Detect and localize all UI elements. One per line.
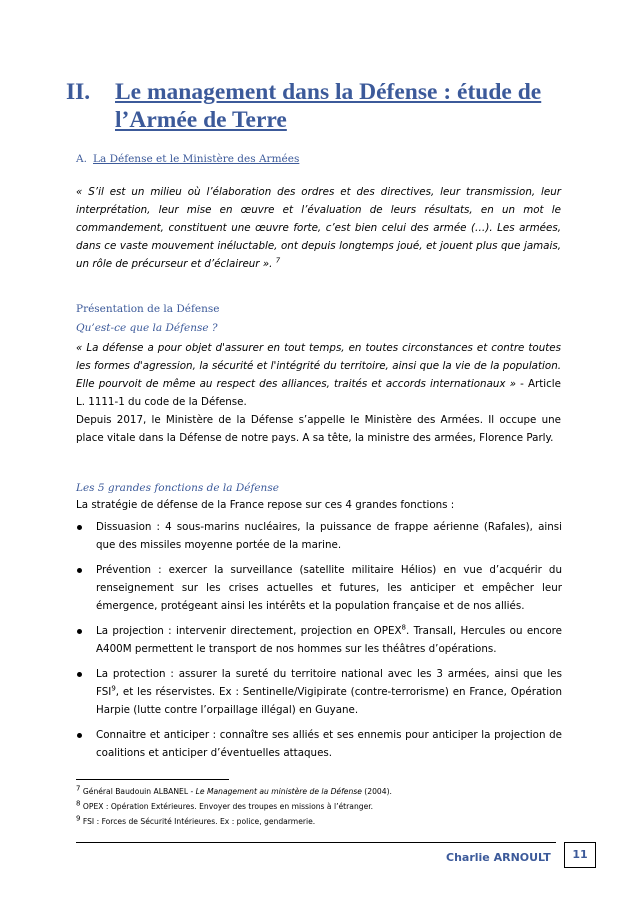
- list-item: Dissuasion : 4 sous-marins nucléaires, la puissance de frappe aérienne (Rafales), ainsi que des missiles moyenne portée de la marine.: [76, 518, 562, 554]
- presentation-subtitle: Qu’est-ce que la Défense ?: [76, 322, 218, 334]
- subsection-heading: [76, 153, 299, 165]
- functions-intro: La stratégie de défense de la France repose sur ces 4 grandes fonctions :: [76, 499, 455, 511]
- quote-text: « S’il est un milieu où l’élaboration des ordres et des directives, leur transmission, leur interprétation, leur mise en œuvre et l’évaluation de leurs résultats, en un mot le commandement, constituent une œuvre forte, c’est bien celui des armée (…). Les armées, dans ce vaste mouvement inéluctable, ont depuis longtemps joué, et jouent plus que jamais, un rôle de précurseur et d’éclaireur ».: [76, 186, 561, 270]
- list-item: La projection : intervenir directement, projection en OPEX$^8$. Transall, Hercules ou encore A400M permettent le transport de nos hommes sur les théâtres d’opérations.: [76, 622, 562, 658]
- footnote-9: $^9$ FSI : Forces de Sécurité Intérieures. Ex : police, gendarmerie.: [76, 814, 316, 826]
- presentation-title: Présentation de la Défense: [76, 303, 220, 315]
- footer-rule: [76, 842, 556, 843]
- footnote-separator: [76, 779, 229, 780]
- functions-list: [76, 518, 562, 769]
- footnote-ref-9: 9: [111, 684, 116, 693]
- quote-paragraph: [76, 183, 561, 273]
- bullet-icon: [77, 568, 82, 573]
- page-number: 11: [564, 842, 596, 868]
- footnote-8: $^8$ OPEX : Opération Extérieures. Envoyer des troupes en missions à l’étranger.: [76, 799, 374, 811]
- list-item: La protection : assurer la sureté du territoire national avec les 3 armées, ainsi que les FSI$^9$, et les réservistes. Ex : Sentinelle/Vigipirate (contre-terrorisme) en France, Opération Harpie (lutte contre l’orpaillage illégal) en Guyane.: [76, 665, 562, 719]
- definition-paragraph: [76, 339, 561, 411]
- bullet-icon: [77, 733, 82, 738]
- definition-text: « La défense a pour objet d'assurer en tout temps, en toutes circonstances et contre toutes les formes d'agression, la sécurité et l'intégrité du territoire, ainsi que la vie de la population. Elle pourvoit de même au respect des alliances, traités et accords internationaux »: [76, 342, 561, 390]
- footer-author: Charlie ARNOULT: [446, 851, 551, 864]
- section-number: II.: [66, 79, 91, 105]
- definition-source: - Article L. 1111-1 du code de la Défense.: [76, 378, 561, 408]
- bullet-icon: [77, 629, 82, 634]
- functions-title: Les 5 grandes fonctions de la Défense: [76, 482, 279, 494]
- subsection-number: A.: [76, 153, 87, 165]
- list-item: Connaitre et anticiper : connaître ses alliés et ses ennemis pour anticiper la projection de coalitions et anticiper d’éventuelles attaques.: [76, 726, 562, 762]
- bullet-icon: [77, 672, 82, 677]
- ministry-paragraph: Depuis 2017, le Ministère de la Défense s’appelle le Ministère des Armées. Il occupe une place vitale dans la Défense de notre pays. A sa tête, la ministre des armées, Florence Parly.: [76, 414, 561, 444]
- footnote-7: $^7$ Général Baudouin ALBANEL - Le Management au ministère de la Défense (2004).: [76, 784, 392, 796]
- bullet-icon: [77, 525, 82, 530]
- footnote-ref-8: 8: [401, 623, 407, 632]
- subsection-title: La Défense et le Ministère des Armées: [93, 153, 300, 165]
- list-item: Prévention : exercer la surveillance (satellite militaire Hélios) en vue d’acquérir du renseignement sur les crises actuelles et futures, les anticiper et empêcher leur émergence, protégeant ainsi les intérêts et la population française et de nos alliés.: [76, 561, 562, 615]
- section-title: Le management dans la Défense : étude de l’Armée de Terre: [115, 79, 542, 133]
- footnote-ref-7: 7: [275, 256, 281, 265]
